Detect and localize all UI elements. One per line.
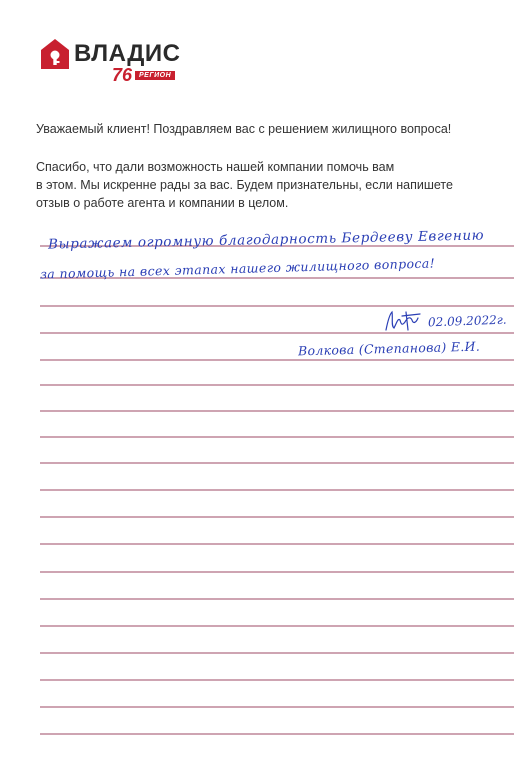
handwritten-author-name: Волкова (Степанова) Е.И. [297, 338, 481, 359]
logo-region-label: РЕГИОН [135, 71, 175, 80]
handwritten-signature [382, 308, 426, 334]
logo-brand-name: ВЛАДИС [74, 40, 181, 67]
thanks-line: отзыв о работе агента и компании в целом. [36, 196, 289, 210]
handwritten-review-line: за помощь на всех этапах нашего жилищного вопроса! [39, 255, 436, 282]
thanks-line: Спасибо, что дали возможность нашей компании помочь вам [36, 160, 395, 174]
thanks-line: в этом. Мы искренне рады за вас. Будем признательны, если напишете [36, 178, 453, 192]
handwritten-review-line: Выражаем огромную благодарность Бердееву Евгению [47, 227, 485, 253]
greeting-text: Уважаемый клиент! Поздравляем вас с решением жилищного вопроса! [36, 122, 452, 136]
logo-region-number: 76 [112, 65, 133, 85]
handwritten-date: 02.09.2022г. [427, 312, 507, 330]
